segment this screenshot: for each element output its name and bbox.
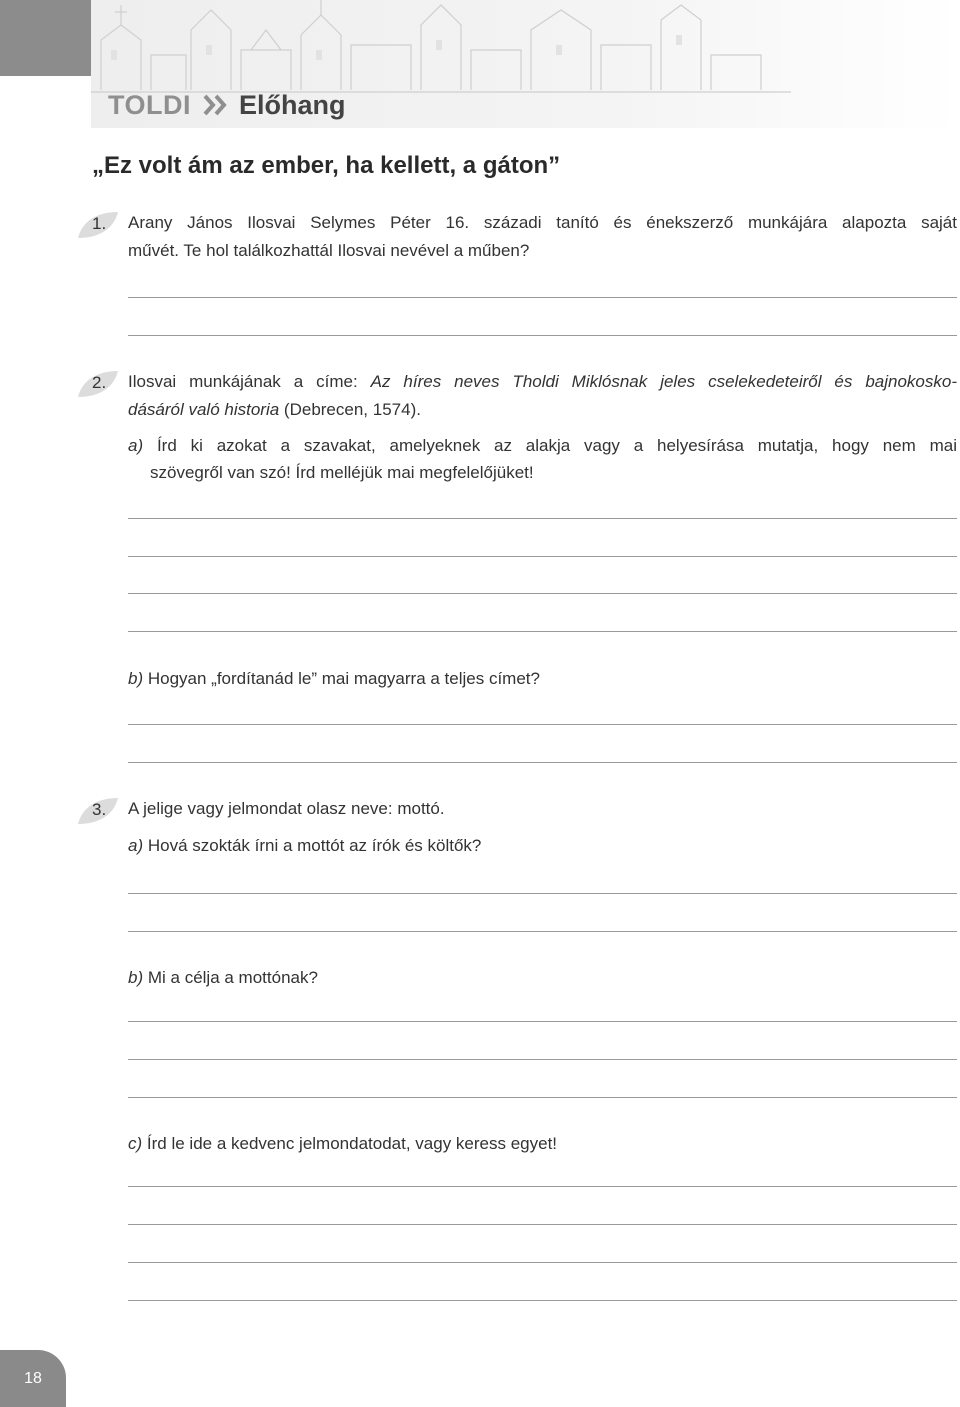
answer-line [128, 1097, 957, 1098]
answer-line [128, 593, 957, 594]
answer-line [128, 297, 957, 298]
task-3c: c) Írd le ide a kedvenc jelmondatodat, vagy keress egyet! [128, 1134, 558, 1153]
chapter-header [108, 86, 346, 124]
page-number: 18 [24, 1369, 42, 1387]
corner-block [0, 0, 91, 76]
task-2b: b) Hogyan „fordítanád le” mai magyarra a teljes címet? [128, 669, 540, 688]
answer-line [128, 724, 957, 725]
answer-line [128, 518, 957, 519]
task-1-line-1: Arany János Ilosvai Selymes Péter 16. századi tanító és énekszerző munkájára alapozta saját [128, 213, 957, 232]
answer-line [128, 893, 957, 894]
answer-line [128, 1300, 957, 1301]
task-number-1: 1. [92, 214, 106, 234]
task-number-3: 3. [92, 800, 106, 820]
series-label: TOLDI [108, 89, 191, 120]
answer-line [128, 1059, 957, 1060]
answer-line [128, 335, 957, 336]
answer-line [128, 1224, 957, 1225]
answer-line [128, 1262, 957, 1263]
task-2a-line-2: szövegről van szó! Írd melléjük mai megfelelőjüket! [150, 463, 534, 482]
answer-line [128, 556, 957, 557]
answer-line [128, 1021, 957, 1022]
answer-line [128, 931, 957, 932]
task-2a-line-1: a) Írd ki azokat a szavakat, amelyeknek az alakja vagy a helyesírása mutatja, hogy nem mai [128, 436, 957, 455]
task-3b: b) Mi a célja a mottónak? [128, 968, 318, 987]
chapter-title: Előhang [239, 89, 346, 120]
task-3-intro: A jelige vagy jelmondat olasz neve: mottó. [128, 799, 445, 818]
double-chevron-icon [203, 94, 229, 116]
task-2-line-1: Ilosvai munkájának a címe: Az híres neves Tholdi Miklósnak jeles cselekedeteiről és bajnokosko- [128, 372, 957, 391]
page-number-tab [0, 1350, 66, 1407]
task-number-2: 2. [92, 373, 106, 393]
section-title: „Ez volt ám az ember, ha kellett, a gáton” [92, 152, 561, 179]
task-2-line-2: dásáról való historia (Debrecen, 1574). [128, 400, 421, 419]
answer-line [128, 762, 957, 763]
task-1-line-2: művét. Te hol találkozhattál Ilosvai nevével a műben? [128, 241, 530, 260]
answer-line [128, 1186, 957, 1187]
answer-line [128, 631, 957, 632]
task-3a: a) Hová szokták írni a mottót az írók és költők? [128, 836, 482, 855]
